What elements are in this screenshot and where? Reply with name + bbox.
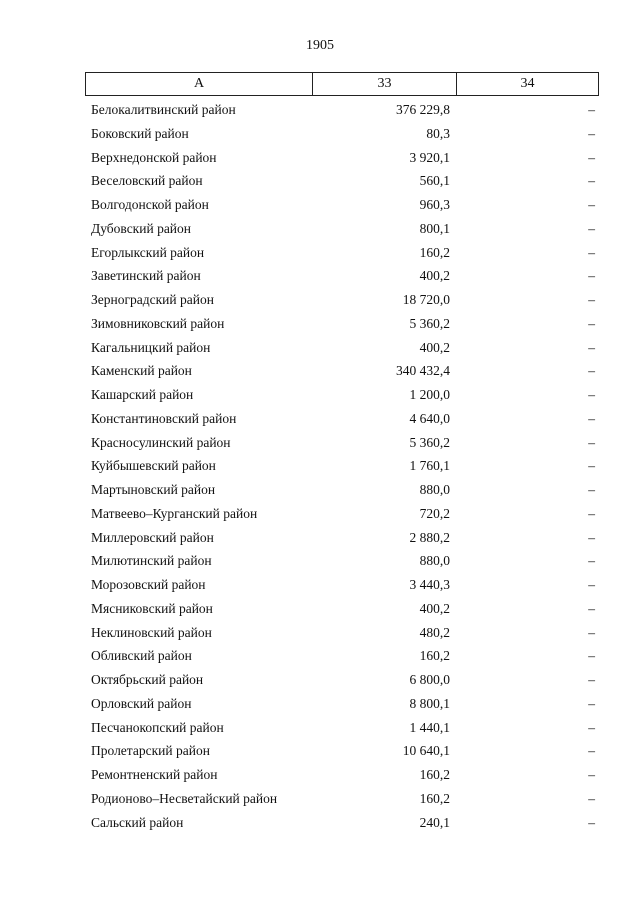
district-name: Белокалитвинский район (91, 102, 236, 117)
value-col-34: – (588, 363, 595, 379)
table-row (0, 123, 640, 147)
district-name: Кагальницкий район (91, 339, 211, 355)
table-row (0, 289, 640, 313)
value-col-33: 160,2 (419, 790, 450, 806)
district-name: Константиновский район (91, 410, 237, 426)
district-name: Дубовский район (91, 220, 192, 236)
district-name: Волгодонской район (91, 197, 209, 212)
value-col-33: 880,0 (419, 482, 450, 497)
value-col-34: – (588, 220, 595, 236)
district-name: Пролетарский район (91, 743, 210, 759)
table-row (0, 717, 640, 741)
district-name: Сальский район (91, 814, 184, 830)
district-name: Миллеровский район (91, 529, 214, 545)
value-col-34: – (588, 577, 595, 592)
value-col-34: – (588, 482, 595, 497)
table-row (0, 313, 640, 337)
table-row (0, 265, 640, 289)
value-col-34: – (588, 790, 595, 806)
value-col-33: 80,3 (426, 125, 450, 141)
table-row (0, 527, 640, 551)
value-col-34: – (588, 458, 595, 474)
value-col-34: – (588, 743, 595, 759)
value-col-34: – (588, 672, 595, 687)
table-row (0, 360, 640, 384)
value-col-33: 880,0 (419, 553, 450, 569)
value-col-33: 400,2 (419, 600, 450, 616)
table-row (0, 764, 640, 788)
district-name: Неклиновский район (91, 624, 212, 640)
district-name: Зерноградский район (91, 292, 214, 307)
value-col-33: 4 640,0 (409, 410, 450, 426)
value-col-33: 800,1 (419, 220, 450, 236)
value-col-33: 10 640,1 (402, 743, 450, 759)
table-row (0, 503, 640, 527)
value-col-33: 8 800,1 (409, 695, 450, 711)
table-row (0, 574, 640, 598)
value-col-34: – (588, 197, 595, 212)
table-row (0, 622, 640, 646)
table-row (0, 337, 640, 361)
district-name: Милютинский район (91, 553, 212, 569)
value-col-34: – (588, 648, 595, 664)
value-col-34: – (588, 268, 595, 284)
table-row (0, 740, 640, 764)
table-row (0, 218, 640, 242)
value-col-34: – (588, 149, 595, 165)
value-col-34: – (588, 529, 595, 545)
table-row (0, 432, 640, 456)
value-col-34: – (588, 410, 595, 426)
value-col-33: 160,2 (419, 244, 450, 260)
district-name: Зимовниковский район (91, 315, 225, 331)
value-col-33: 960,3 (419, 197, 450, 212)
district-name: Матвеево–Курганский район (91, 505, 258, 521)
district-name: Боковский район (91, 125, 189, 141)
value-col-33: 376 229,8 (396, 102, 450, 117)
value-col-33: 720,2 (419, 505, 450, 521)
value-col-34: – (588, 695, 595, 711)
table-row (0, 479, 640, 503)
value-col-33: 340 432,4 (396, 363, 450, 379)
district-name: Морозовский район (91, 577, 206, 592)
district-name: Песчанокопский район (91, 719, 224, 735)
district-name: Кашарский район (91, 387, 194, 402)
value-col-33: 5 360,2 (409, 315, 450, 331)
value-col-34: – (588, 339, 595, 355)
district-name: Заветинский район (91, 268, 201, 284)
district-name: Мясниковский район (91, 600, 213, 616)
district-name: Верхнедонской район (91, 149, 217, 165)
value-col-33: 400,2 (419, 268, 450, 284)
value-col-33: 18 720,0 (402, 292, 450, 307)
district-name: Веселовский район (91, 173, 203, 189)
value-col-33: 2 880,2 (409, 529, 450, 545)
value-col-33: 480,2 (419, 624, 450, 640)
value-col-34: – (588, 624, 595, 640)
district-name: Куйбышевский район (91, 458, 216, 474)
district-name: Октябрьский район (91, 672, 204, 687)
value-col-33: 1 440,1 (409, 719, 450, 735)
district-name: Каменский район (91, 363, 192, 379)
value-col-34: – (588, 719, 595, 735)
district-name: Красносулинский район (91, 434, 231, 450)
value-col-33: 6 800,0 (409, 672, 450, 687)
table-row (0, 384, 640, 408)
table-row (0, 170, 640, 194)
value-col-34: – (588, 434, 595, 450)
value-col-33: 3 920,1 (409, 149, 450, 165)
table-header (85, 72, 599, 96)
district-name: Орловский район (91, 695, 192, 711)
column-header-34: 34 (520, 76, 535, 91)
district-name: Родионово–Несветайский район (91, 790, 278, 806)
value-col-33: 1 760,1 (409, 458, 450, 474)
district-name: Мартыновский район (91, 482, 216, 497)
value-col-33: 560,1 (419, 173, 450, 189)
value-col-34: – (588, 173, 595, 189)
column-header-33: 33 (313, 73, 457, 95)
table-row (0, 408, 640, 432)
value-col-33: 3 440,3 (409, 577, 450, 592)
district-name: Обливский район (91, 648, 192, 664)
page-number: 1905 (306, 38, 334, 53)
table-row (0, 147, 640, 171)
value-col-34: – (588, 767, 595, 782)
table-row (0, 242, 640, 266)
value-col-33: 160,2 (419, 648, 450, 664)
column-header-a: А (86, 73, 313, 95)
table-row (0, 788, 640, 812)
value-col-34: – (588, 505, 595, 521)
table-row (0, 455, 640, 479)
district-name: Егорлыкский район (91, 244, 205, 260)
value-col-34: – (588, 315, 595, 331)
value-col-33: 1 200,0 (409, 387, 450, 402)
district-name: Ремонтненский район (91, 767, 218, 782)
value-col-34: – (588, 244, 595, 260)
table-body (0, 99, 640, 835)
value-col-34: – (588, 387, 595, 402)
value-col-34: – (588, 553, 595, 569)
value-col-34: – (588, 125, 595, 141)
table-row (0, 194, 640, 218)
value-col-33: 5 360,2 (409, 434, 450, 450)
table-row (0, 550, 640, 574)
value-col-34: – (588, 102, 595, 117)
value-col-33: 160,2 (419, 767, 450, 782)
table-row (0, 99, 640, 123)
table-row (0, 598, 640, 622)
table-row (0, 645, 640, 669)
value-col-34: – (588, 292, 595, 307)
value-col-33: 240,1 (419, 814, 450, 830)
value-col-33: 400,2 (419, 339, 450, 355)
table-row (0, 693, 640, 717)
value-col-34: – (588, 600, 595, 616)
table-row (0, 812, 640, 836)
value-col-34: – (588, 814, 595, 830)
table-row (0, 669, 640, 693)
